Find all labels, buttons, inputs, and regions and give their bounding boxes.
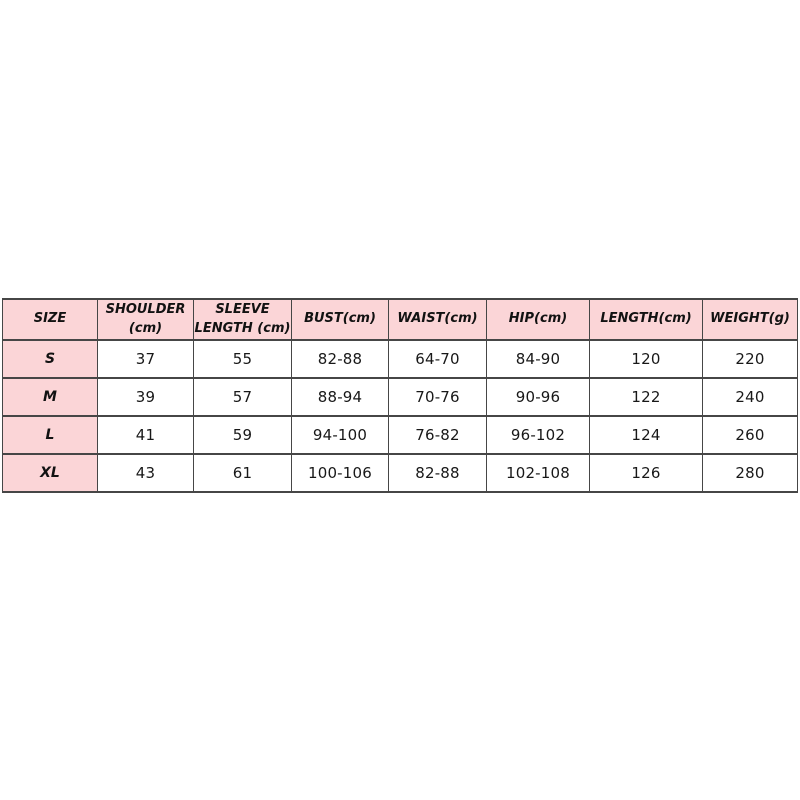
column-header-shoulder-cm: SHOULDER (cm) [98,299,194,340]
cell-weight-g: 240 [703,378,798,416]
header-row [3,299,798,340]
cell-hip-cm: 96-102 [487,416,590,454]
column-header-waist-cm: WAIST(cm) [389,299,487,340]
cell-hip-cm: 84-90 [487,340,590,378]
table-header [3,299,798,340]
cell-waist-cm: 70-76 [389,378,487,416]
table-row-m [3,378,798,416]
cell-weight-g: 220 [703,340,798,378]
table-row-l [3,416,798,454]
table-row-xl [3,454,798,492]
cell-shoulder-cm: 41 [98,416,194,454]
cell-sleeve-length-cm: 59 [194,416,292,454]
column-header-weight-g: WEIGHT(g) [703,299,798,340]
cell-shoulder-cm: 39 [98,378,194,416]
column-header-bust-cm: BUST(cm) [292,299,389,340]
column-header-sleeve-length-cm: SLEEVE LENGTH (cm) [194,299,292,340]
cell-sleeve-length-cm: 55 [194,340,292,378]
cell-waist-cm: 82-88 [389,454,487,492]
column-header-length-cm: LENGTH(cm) [590,299,703,340]
cell-weight-g: 280 [703,454,798,492]
row-size-label: L [3,416,98,454]
cell-hip-cm: 102-108 [487,454,590,492]
row-size-label: XL [3,454,98,492]
table-row-s [3,340,798,378]
row-size-label: S [3,340,98,378]
cell-sleeve-length-cm: 57 [194,378,292,416]
cell-shoulder-cm: 43 [98,454,194,492]
cell-length-cm: 124 [590,416,703,454]
cell-hip-cm: 90-96 [487,378,590,416]
table-body [3,340,798,492]
cell-length-cm: 126 [590,454,703,492]
cell-shoulder-cm: 37 [98,340,194,378]
cell-bust-cm: 94-100 [292,416,389,454]
cell-bust-cm: 100-106 [292,454,389,492]
column-header-size: SIZE [3,299,98,340]
cell-waist-cm: 76-82 [389,416,487,454]
cell-length-cm: 122 [590,378,703,416]
cell-weight-g: 260 [703,416,798,454]
cell-bust-cm: 82-88 [292,340,389,378]
cell-bust-cm: 88-94 [292,378,389,416]
cell-waist-cm: 64-70 [389,340,487,378]
cell-length-cm: 120 [590,340,703,378]
size-chart-table [2,298,798,493]
row-size-label: M [3,378,98,416]
column-header-hip-cm: HIP(cm) [487,299,590,340]
cell-sleeve-length-cm: 61 [194,454,292,492]
